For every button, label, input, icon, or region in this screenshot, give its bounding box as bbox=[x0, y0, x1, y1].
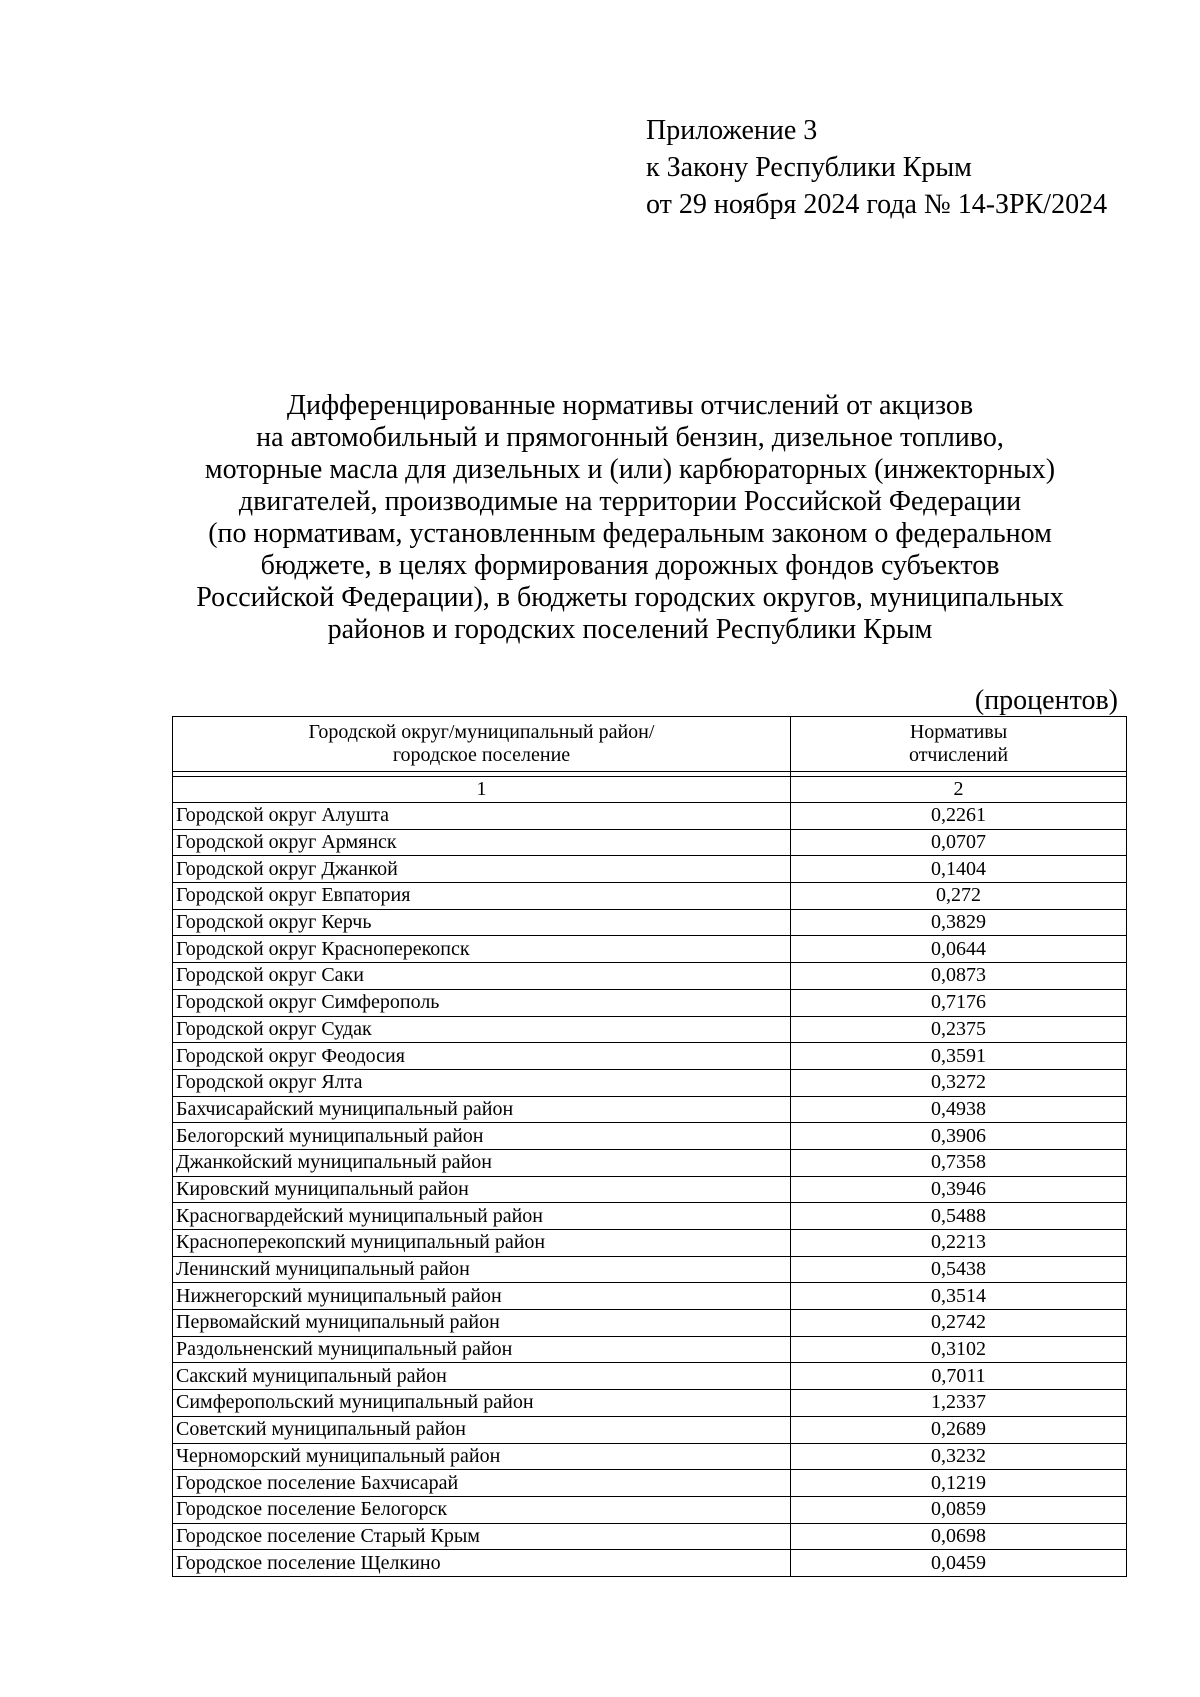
appendix-note bbox=[646, 112, 1107, 223]
norm-value-cell: 0,4938 bbox=[791, 1096, 1127, 1123]
norm-value-cell: 0,5438 bbox=[791, 1256, 1127, 1283]
norm-value-cell: 0,3906 bbox=[791, 1123, 1127, 1150]
table-row bbox=[173, 1043, 1127, 1070]
table-row bbox=[173, 1390, 1127, 1417]
territory-name-cell: Черноморский муниципальный район bbox=[173, 1443, 791, 1470]
territory-name-cell: Сакский муниципальный район bbox=[173, 1363, 791, 1390]
territory-name-cell: Советский муниципальный район bbox=[173, 1416, 791, 1443]
table-row bbox=[173, 1176, 1127, 1203]
norm-value-cell: 0,2742 bbox=[791, 1310, 1127, 1337]
norm-value-cell: 0,0873 bbox=[791, 963, 1127, 990]
norm-value-cell: 0,0459 bbox=[791, 1550, 1127, 1577]
territory-name-cell: Первомайский муниципальный район bbox=[173, 1310, 791, 1337]
title-line: двигателей, производимые на территории Российской Федерации bbox=[238, 486, 1022, 517]
table-row bbox=[173, 883, 1127, 910]
territory-name-cell: Городской округ Евпатория bbox=[173, 883, 791, 910]
table-row bbox=[173, 1496, 1127, 1523]
table-row bbox=[173, 936, 1127, 963]
table-row bbox=[173, 1149, 1127, 1176]
norm-value-cell: 0,272 bbox=[791, 883, 1127, 910]
norm-value-cell: 0,0644 bbox=[791, 936, 1127, 963]
territory-name-cell: Городское поселение Старый Крым bbox=[173, 1523, 791, 1550]
table-row bbox=[173, 856, 1127, 883]
territory-name-cell: Симферопольский муниципальный район bbox=[173, 1390, 791, 1417]
table-header-row bbox=[173, 717, 1127, 772]
table-row bbox=[173, 829, 1127, 856]
appendix-number: Приложение 3 bbox=[646, 115, 818, 146]
territory-name-cell: Городской округ Феодосия bbox=[173, 1043, 791, 1070]
header-territory-line2: городское поселение bbox=[392, 744, 571, 766]
norm-value-cell: 0,0707 bbox=[791, 829, 1127, 856]
header-norms-line1: Нормативы bbox=[909, 721, 1008, 743]
units-label: (процентов) bbox=[974, 685, 1118, 716]
title-line: (по нормативам, установленным федеральным законом о федеральном bbox=[208, 518, 1052, 549]
norm-value-cell: 0,2375 bbox=[791, 1016, 1127, 1043]
territory-name-cell: Городской округ Саки bbox=[173, 963, 791, 990]
table-row bbox=[173, 989, 1127, 1016]
territory-name-cell: Городской округ Армянск bbox=[173, 829, 791, 856]
title-line: моторные масла для дизельных и (или) карбюраторных (инжекторных) bbox=[204, 454, 1056, 485]
territory-name-cell: Городское поселение Бахчисарай bbox=[173, 1470, 791, 1497]
territory-name-cell: Городской округ Ялта bbox=[173, 1069, 791, 1096]
norm-value-cell: 0,7011 bbox=[791, 1363, 1127, 1390]
territory-name-cell: Красноперекопский муниципальный район bbox=[173, 1230, 791, 1257]
title-line: Российской Федерации), в бюджеты городских округов, муниципальных bbox=[196, 582, 1064, 613]
territory-name-cell: Городской округ Красноперекопск bbox=[173, 936, 791, 963]
norm-value-cell: 0,2213 bbox=[791, 1230, 1127, 1257]
header-territory-line1: Городской округ/муниципальный район/ bbox=[308, 721, 655, 743]
header-norms bbox=[791, 717, 1127, 772]
appendix-law-date: от 29 ноября 2024 года № 14-ЗРК/2024 bbox=[646, 189, 1108, 220]
title-line: бюджете, в целях формирования дорожных фондов субъектов bbox=[260, 550, 1000, 581]
territory-name-cell: Городское поселение Щелкино bbox=[173, 1550, 791, 1577]
table-row bbox=[173, 1203, 1127, 1230]
table-row bbox=[173, 909, 1127, 936]
norm-value-cell: 1,2337 bbox=[791, 1390, 1127, 1417]
table-row bbox=[173, 963, 1127, 990]
territory-name-cell: Раздольненский муниципальный район bbox=[173, 1336, 791, 1363]
table-row bbox=[173, 1230, 1127, 1257]
table-row bbox=[173, 1096, 1127, 1123]
territory-name-cell: Городской округ Алушта bbox=[173, 803, 791, 830]
table-row bbox=[173, 1416, 1127, 1443]
norm-value-cell: 0,1404 bbox=[791, 856, 1127, 883]
norm-value-cell: 0,3514 bbox=[791, 1283, 1127, 1310]
table-row bbox=[173, 1283, 1127, 1310]
norms-table bbox=[172, 716, 1127, 1577]
norm-value-cell: 0,2261 bbox=[791, 803, 1127, 830]
table-row bbox=[173, 1550, 1127, 1577]
table-row bbox=[173, 1470, 1127, 1497]
norm-value-cell: 0,3102 bbox=[791, 1336, 1127, 1363]
territory-name-cell: Бахчисарайский муниципальный район bbox=[173, 1096, 791, 1123]
territory-name-cell: Нижнегорский муниципальный район bbox=[173, 1283, 791, 1310]
norm-value-cell: 0,7176 bbox=[791, 989, 1127, 1016]
title-line: районов и городских поселений Республики Крым bbox=[327, 614, 933, 645]
territory-name-cell: Городской округ Керчь bbox=[173, 909, 791, 936]
norm-value-cell: 0,7358 bbox=[791, 1149, 1127, 1176]
territory-name-cell: Ленинский муниципальный район bbox=[173, 1256, 791, 1283]
norm-value-cell: 0,3829 bbox=[791, 909, 1127, 936]
column-number-row bbox=[173, 777, 1127, 803]
norm-value-cell: 0,0859 bbox=[791, 1496, 1127, 1523]
norm-value-cell: 0,3591 bbox=[791, 1043, 1127, 1070]
norm-value-cell: 0,3272 bbox=[791, 1069, 1127, 1096]
norm-value-cell: 0,3232 bbox=[791, 1443, 1127, 1470]
title-line: Дифференцированные нормативы отчислений от акцизов bbox=[286, 390, 974, 421]
norm-value-cell: 0,2689 bbox=[791, 1416, 1127, 1443]
table-row bbox=[173, 803, 1127, 830]
document-title bbox=[170, 390, 1090, 646]
column-number-2: 2 bbox=[791, 777, 1127, 803]
title-line: на автомобильный и прямогонный бензин, дизельное топливо, bbox=[256, 422, 1004, 453]
table-row bbox=[173, 1069, 1127, 1096]
territory-name-cell: Кировский муниципальный район bbox=[173, 1176, 791, 1203]
column-number-1: 1 bbox=[173, 777, 791, 803]
table-row bbox=[173, 1443, 1127, 1470]
appendix-law-reference: к Закону Республики Крым bbox=[646, 152, 972, 183]
table-body bbox=[173, 803, 1127, 1577]
norm-value-cell: 0,1219 bbox=[791, 1470, 1127, 1497]
table-row bbox=[173, 1523, 1127, 1550]
territory-name-cell: Джанкойский муниципальный район bbox=[173, 1149, 791, 1176]
norm-value-cell: 0,0698 bbox=[791, 1523, 1127, 1550]
norm-value-cell: 0,3946 bbox=[791, 1176, 1127, 1203]
table-row bbox=[173, 1123, 1127, 1150]
header-norms-line2: отчислений bbox=[908, 744, 1009, 766]
territory-name-cell: Городской округ Симферополь bbox=[173, 989, 791, 1016]
territory-name-cell: Городской округ Джанкой bbox=[173, 856, 791, 883]
table-row bbox=[173, 1016, 1127, 1043]
territory-name-cell: Белогорский муниципальный район bbox=[173, 1123, 791, 1150]
norms-table-container bbox=[172, 716, 1126, 1577]
table-row bbox=[173, 1256, 1127, 1283]
table-row bbox=[173, 1363, 1127, 1390]
territory-name-cell: Городское поселение Белогорск bbox=[173, 1496, 791, 1523]
territory-name-cell: Красногвардейский муниципальный район bbox=[173, 1203, 791, 1230]
table-row bbox=[173, 1310, 1127, 1337]
table-row bbox=[173, 1336, 1127, 1363]
norm-value-cell: 0,5488 bbox=[791, 1203, 1127, 1230]
territory-name-cell: Городской округ Судак bbox=[173, 1016, 791, 1043]
header-territory bbox=[173, 717, 791, 772]
